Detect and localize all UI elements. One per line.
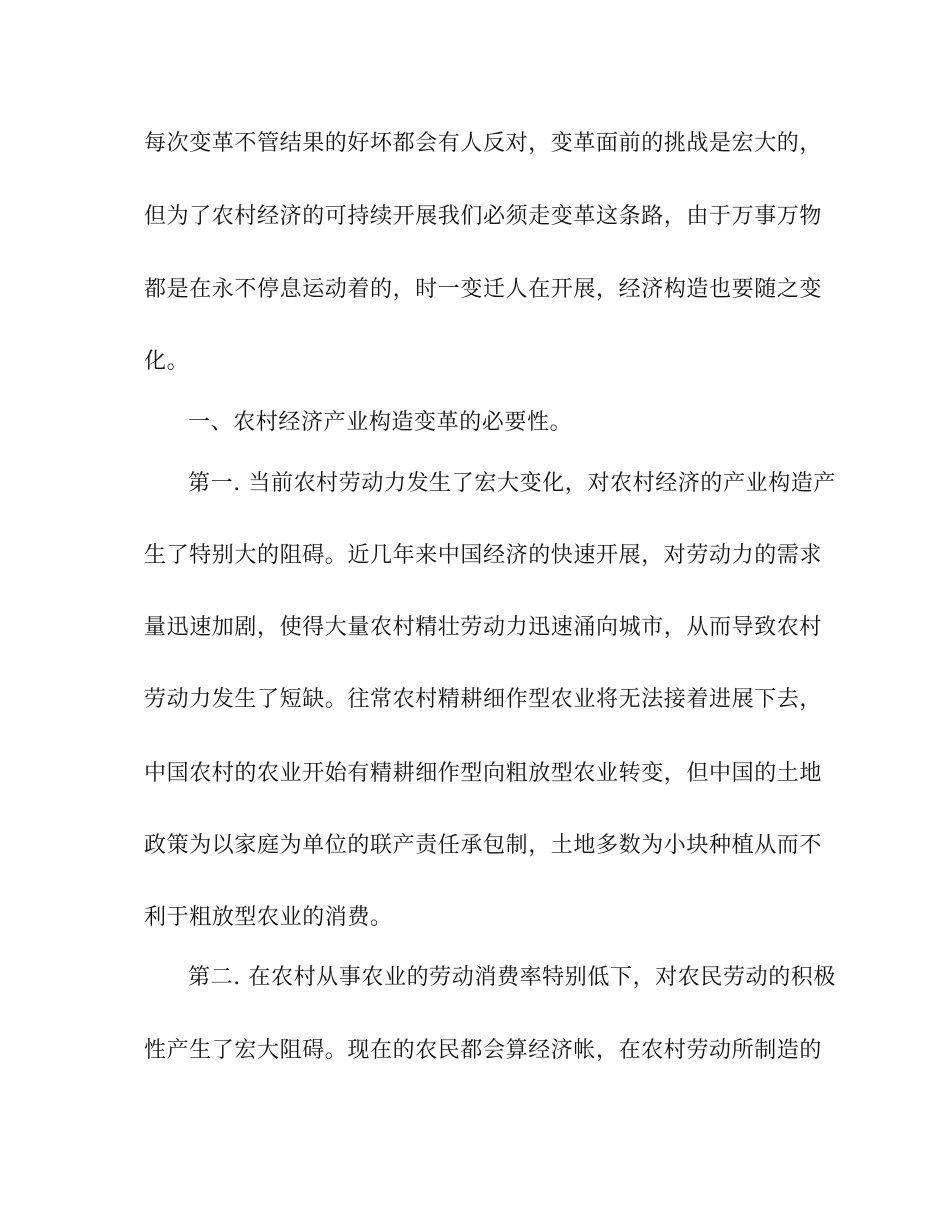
paragraph-line: 劳动力发生了短缺。往常农村精耕细作型农业将无法接着进展下去， (144, 687, 823, 712)
paragraph-line: 性产生了宏大阻碍。现在的农民都会算经济帐，在农村劳动所制造的 (144, 1038, 823, 1063)
section-heading: 一、农村经济产业构造变革的必要性。 (188, 410, 573, 435)
paragraph-line: 量迅速加剧，使得大量农村精壮劳动力迅速涌向城市，从而导致农村 (144, 615, 823, 640)
paragraph-line: 第一. 当前农村劳动力发生了宏大变化，对农村经济的产业构造产 (188, 471, 836, 496)
paragraph-line: 第二. 在农村从事农业的劳动消费率特别低下，对农民劳动的积极 (188, 965, 836, 990)
paragraph-line: 化。 (144, 349, 190, 374)
paragraph-line: 都是在永不停息运动着的，时一变迁人在开展，经济构造也要随之变 (144, 277, 823, 302)
paragraph-line: 政策为以家庭为单位的联产责任承包制，土地多数为小块种植从而不 (144, 833, 823, 858)
paragraph-line: 生了特别大的阻碍。近几年来中国经济的快速开展，对劳动力的需求 (144, 543, 823, 568)
paragraph-line: 利于粗放型农业的消费。 (144, 905, 393, 930)
paragraph-line: 每次变革不管结果的好坏都会有人反对，变革面前的挑战是宏大的， (144, 131, 823, 156)
paragraph-line: 中国农村的农业开始有精耕细作型向粗放型农业转变，但中国的土地 (144, 761, 823, 786)
paragraph-line: 但为了农村经济的可持续开展我们必须走变革这条路，由于万事万物 (144, 204, 823, 229)
